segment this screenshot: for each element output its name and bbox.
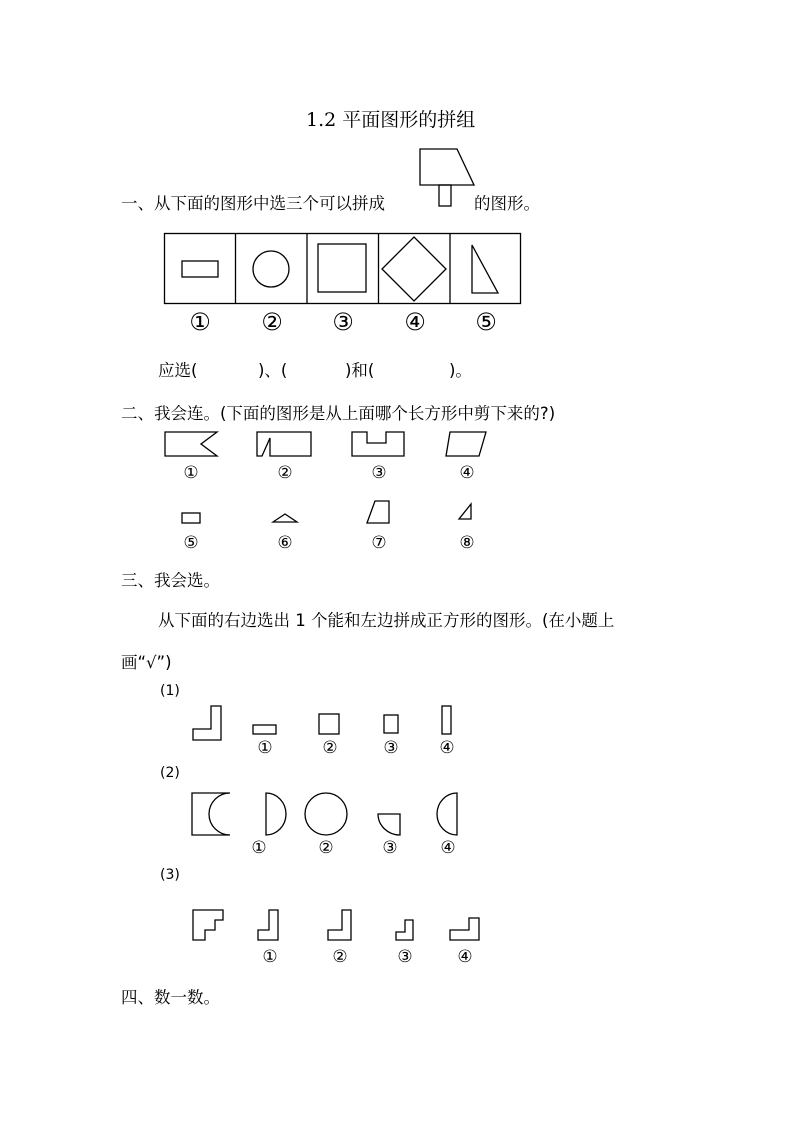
small-trapezoid (367, 501, 389, 523)
option-rectangle (182, 261, 218, 277)
rect-notched-top (352, 432, 404, 456)
q3-staircase-shape (193, 910, 223, 940)
q2-option-1-half-circle (266, 793, 286, 835)
option-triangle (472, 245, 498, 293)
q1-option-4-tall-rectangle (442, 706, 451, 734)
page-title: 1.2 平面图形的拼组 (306, 109, 476, 131)
q2-label-2: ② (318, 838, 334, 858)
q2-label-1: ① (251, 838, 267, 858)
option-label-5: ⑤ (475, 308, 497, 336)
answer-blank-1[interactable] (208, 357, 258, 377)
target-trapezoid (420, 149, 474, 185)
option-square (318, 244, 366, 292)
answer-separator-1: )、( (258, 361, 288, 380)
q2-option-4-half-circle (437, 793, 457, 835)
q1-label-1: ① (257, 738, 273, 758)
section2-heading: 二、我会连。(下面的图形是从上面哪个长方形中剪下来的?) (121, 404, 556, 423)
small-triangle (273, 514, 297, 522)
q2-label-4: ④ (440, 838, 456, 858)
target-shape-figure (418, 146, 478, 208)
q3-label-4: ④ (457, 947, 473, 967)
q3-label-3: ③ (397, 947, 413, 967)
q2-option-2-circle (305, 793, 347, 835)
q1-label-3: ③ (383, 738, 399, 758)
answer-prefix: 应选( (158, 361, 198, 380)
question-1-number: (1) (160, 683, 180, 699)
option-circle (253, 251, 289, 287)
option-label-4: ④ (404, 308, 426, 336)
option-rhombus (382, 237, 446, 301)
answer-blank-3[interactable] (400, 357, 448, 377)
q2-option-3-quarter-circle (378, 814, 400, 835)
q1-option-2-square (319, 714, 339, 734)
q3-option-3-small-l-shape (396, 920, 413, 940)
option-label-2: ② (261, 308, 283, 336)
section3-heading: 三、我会选。 (121, 571, 220, 590)
section3-instruction-line2: 画“√”) (121, 653, 172, 672)
shape-options-table (164, 233, 522, 305)
option-label-3: ③ (332, 308, 354, 336)
section4-heading: 四、数一数。 (121, 988, 220, 1007)
small-right-triangle (459, 504, 471, 519)
q3-label-1: ① (262, 947, 278, 967)
section3-instruction-line1: 从下面的右边选出 1 个能和左边拼成正方形的图形。(在小题上 (158, 611, 615, 630)
q2-label-3: ③ (382, 838, 398, 858)
rect-cut-corner (257, 432, 311, 456)
small-rectangle (182, 513, 200, 523)
q1-option-1-rectangle (253, 725, 276, 734)
q1-l-shape (193, 706, 221, 740)
parallelogram (446, 432, 486, 456)
q3-label-2: ② (332, 947, 348, 967)
section1-heading-end: 的图形。 (474, 194, 540, 213)
section2-top-shapes (164, 431, 494, 459)
q3-option-1-l-shape (258, 910, 278, 940)
option-label-1: ① (189, 308, 211, 336)
section2-bottom-shapes (180, 497, 480, 527)
q1-label-4: ④ (439, 738, 455, 758)
q1-label-2: ② (322, 738, 338, 758)
top-shape-label-1: ① (183, 463, 199, 483)
q2-shapes (190, 791, 470, 839)
bottom-shape-label-8: ⑧ (459, 533, 475, 553)
q1-option-3-rectangle (384, 715, 398, 733)
bottom-shape-label-6: ⑥ (277, 533, 293, 553)
q3-shapes (192, 908, 484, 944)
rect-notched (165, 432, 217, 456)
q2-rect-with-arc (192, 793, 230, 835)
top-shape-label-2: ② (277, 463, 293, 483)
bottom-shape-label-7: ⑦ (371, 533, 387, 553)
question-2-number: (2) (160, 765, 180, 781)
top-shape-label-4: ④ (459, 463, 475, 483)
q3-option-2-l-shape (328, 910, 351, 940)
bottom-shape-label-5: ⑤ (183, 533, 199, 553)
question-3-number: (3) (160, 867, 180, 883)
answer-suffix: )。 (449, 361, 472, 380)
target-stem-rectangle (439, 185, 451, 206)
q3-option-4-l-shape (450, 918, 479, 940)
section1-heading-start: 一、从下面的图形中选三个可以拼成 (121, 194, 385, 213)
answer-separator-2: )和( (345, 361, 375, 380)
top-shape-label-3: ③ (371, 463, 387, 483)
